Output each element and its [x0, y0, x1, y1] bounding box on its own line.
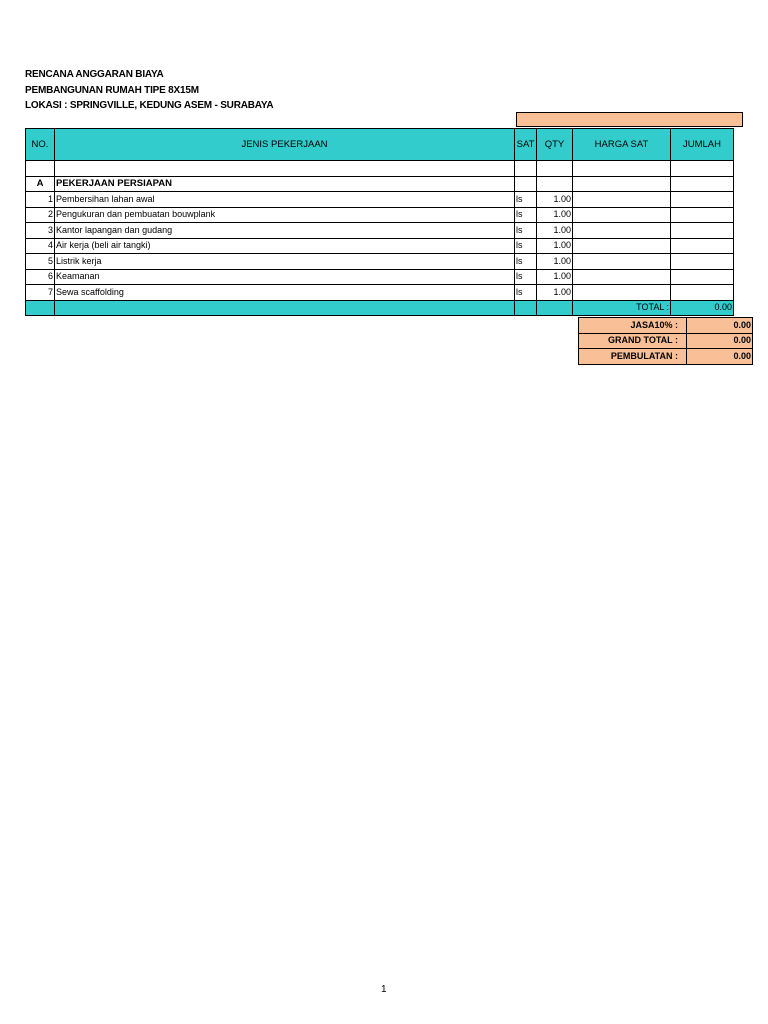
blank-cell — [537, 176, 573, 192]
item-sat: ls — [515, 207, 537, 223]
table-row — [26, 238, 734, 254]
item-no: 4 — [26, 238, 55, 254]
blank-cell — [671, 176, 734, 192]
section-row — [26, 176, 734, 192]
blank-cell — [515, 300, 537, 315]
table-row — [26, 269, 734, 285]
col-header-no: NO. — [26, 129, 55, 161]
item-jenis: Air kerja (beli air tangki) — [55, 238, 515, 254]
item-harga — [573, 285, 671, 301]
item-harga — [573, 269, 671, 285]
budget-table — [25, 128, 734, 316]
item-harga — [573, 238, 671, 254]
item-sat: ls — [515, 192, 537, 208]
item-qty: 1.00 — [537, 254, 573, 270]
cyan-separator-row — [26, 300, 734, 315]
col-header-sat: SAT — [515, 129, 537, 161]
item-qty: 1.00 — [537, 269, 573, 285]
item-sat: ls — [515, 269, 537, 285]
page-number: 1 — [381, 984, 387, 995]
table-row — [26, 223, 734, 239]
item-qty: 1.00 — [537, 223, 573, 239]
section-title: PEKERJAAN PERSIAPAN — [55, 176, 515, 192]
blank-cell — [515, 176, 537, 192]
orange-header-bar — [516, 112, 743, 127]
item-jenis: Sewa scaffolding — [55, 285, 515, 301]
item-no: 5 — [26, 254, 55, 270]
item-harga — [573, 223, 671, 239]
item-jumlah — [671, 223, 734, 239]
col-header-harga: HARGA SAT — [573, 129, 671, 161]
col-header-jenis: JENIS PEKERJAAN — [55, 129, 515, 161]
item-jumlah — [671, 238, 734, 254]
summary-row-grand — [579, 333, 753, 349]
table-row — [26, 285, 734, 301]
item-no: 6 — [26, 269, 55, 285]
item-sat: ls — [515, 223, 537, 239]
table-row — [26, 207, 734, 223]
grand-total-label: GRAND TOTAL : — [579, 333, 687, 349]
item-jumlah — [671, 192, 734, 208]
table-header-row — [26, 129, 734, 161]
summary-row-jasa — [579, 318, 753, 334]
item-sat: ls — [515, 285, 537, 301]
blank-cell — [573, 161, 671, 177]
col-header-jumlah: JUMLAH — [671, 129, 734, 161]
table-row — [26, 254, 734, 270]
item-no: 2 — [26, 207, 55, 223]
item-sat: ls — [515, 238, 537, 254]
item-harga — [573, 192, 671, 208]
jasa-value: 0.00 — [687, 318, 753, 334]
blank-cell — [573, 176, 671, 192]
grand-total-value: 0.00 — [687, 333, 753, 349]
pembulatan-label: PEMBULATAN : — [579, 349, 687, 365]
item-jenis: Listrik kerja — [55, 254, 515, 270]
item-jenis: Pembersihan lahan awal — [55, 192, 515, 208]
blank-cell — [537, 161, 573, 177]
total-value: 0.00 — [671, 300, 734, 315]
item-sat: ls — [515, 254, 537, 270]
item-no: 3 — [26, 223, 55, 239]
item-qty: 1.00 — [537, 192, 573, 208]
jasa-label: JASA10% : — [579, 318, 687, 334]
item-no: 7 — [26, 285, 55, 301]
table-row — [26, 192, 734, 208]
blank-cell — [55, 161, 515, 177]
blank-cell — [671, 161, 734, 177]
section-code: A — [26, 176, 55, 192]
blank-cell — [26, 161, 55, 177]
item-jumlah — [671, 269, 734, 285]
item-jumlah — [671, 285, 734, 301]
summary-row-pembulatan — [579, 349, 753, 365]
blank-cell — [537, 300, 573, 315]
location-line: LOKASI : SPRINGVILLE, KEDUNG ASEM - SURABAYA — [25, 100, 274, 111]
item-no: 1 — [26, 192, 55, 208]
item-qty: 1.00 — [537, 238, 573, 254]
blank-cell — [55, 300, 515, 315]
item-harga — [573, 207, 671, 223]
col-header-qty: QTY — [537, 129, 573, 161]
total-label: TOTAL : — [573, 300, 671, 315]
item-jumlah — [671, 207, 734, 223]
item-jenis: Kantor lapangan dan gudang — [55, 223, 515, 239]
pembulatan-value: 0.00 — [687, 349, 753, 365]
item-jenis: Pengukuran dan pembuatan bouwplank — [55, 207, 515, 223]
item-qty: 1.00 — [537, 285, 573, 301]
blank-row — [26, 161, 734, 177]
item-jumlah — [671, 254, 734, 270]
item-harga — [573, 254, 671, 270]
blank-cell — [515, 161, 537, 177]
project-title: PEMBANGUNAN RUMAH TIPE 8X15M — [25, 85, 199, 96]
item-qty: 1.00 — [537, 207, 573, 223]
summary-table — [578, 317, 753, 365]
item-jenis: Keamanan — [55, 269, 515, 285]
blank-cell — [26, 300, 55, 315]
document-title: RENCANA ANGGARAN BIAYA — [25, 69, 164, 80]
